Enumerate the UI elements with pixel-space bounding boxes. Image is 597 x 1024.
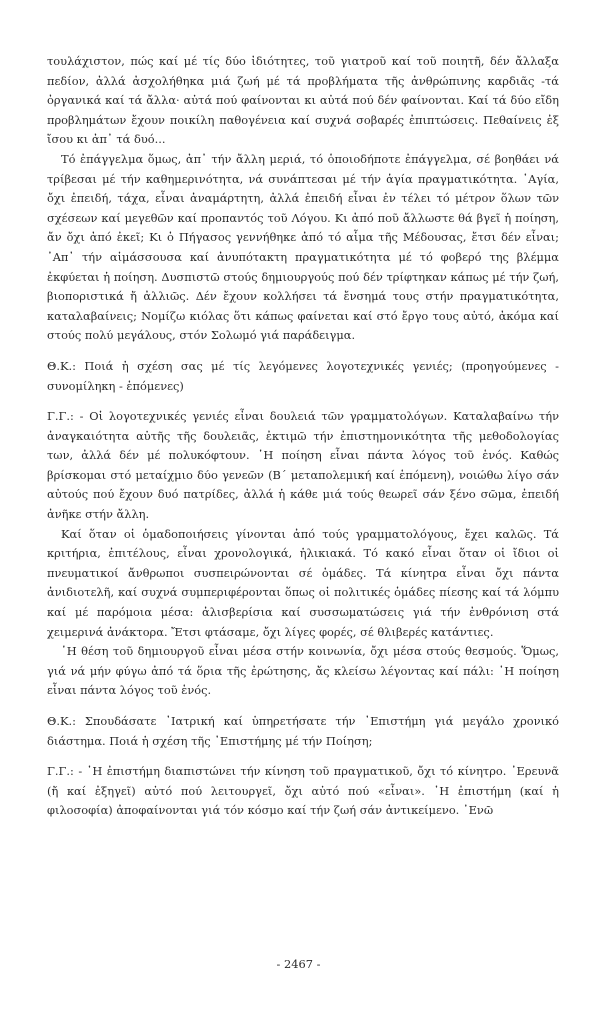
- answer-science-poetry: Γ.Γ.: - ῾Η ἐπιστήμη διαπιστώνει τήν κίνηση τοῦ πραγματικοῦ, ὄχι τό κίνητρο. ᾽Ερευνᾶ (ἤ καί ἐξηγεῖ) αὐτό πού λειτουργεῖ, ὄχι αὐτό πού «εἶναι». ῾Η ἐπιστήμη (καί ἡ φιλοσοφία) ἀποφαίνονται γιά τόν κόσμο καί τήν ζωή σάν ἀντικείμενο. ᾽Ενῶ: [47, 764, 559, 818]
- question-medicine-science: Θ.Κ.: Σπουδάσατε ᾽Ιατρική καί ὑπηρετήσατε τήν ᾽Επιστήμη γιά μεγάλο χρονικό διάστημα. Ποιά ἡ σχέση τῆς ᾽Επιστήμης μέ τήν Ποίηση;: [47, 714, 559, 748]
- paragraph-continuation: τουλάχιστον, πώς καί μέ τίς δύο ἰδιότητες, τοῦ γιατροῦ καί τοῦ ποιητῆ, δέν ἄλλαξα πεδίον, ἀλλά ἀσχολήθηκα μιά ζωή μέ τά προβλήματα τῆς ἀνθρώπινης καρδιᾶς -τά ὀργανικά καί τά ἄλλα· αὐτά πού φαίνονται κι αὐτά πού δέν φαίνονται. Καί τά δύο εἴδη προβλημάτων ἔχουν ποικίλη παθογένεια καί συχνά σοβαρές ἐπιπτώσεις. Πεθαίνεις ἐξ ἴσου κι ἀπ᾽ τά δυό...: [47, 54, 559, 147]
- paragraph-creator-position: ῾Η θέση τοῦ δημιουργοῦ εἶναι μέσα στήν κοινωνία, ὄχι μέσα στούς θεσμούς. Ὅμως, γιά νά μήν φύγω ἀπό τά ὅρια τῆς ἐρώτησης, ἄς κλείσω λέγοντας καί πάλι: ῾Η ποίηση εἶναι πάντα λόγος τοῦ ἑνός.: [47, 644, 559, 698]
- page-number: - 2467 -: [276, 957, 321, 971]
- paragraph-groupings: Καί ὅταν οἱ ὁμαδοποιήσεις γίνονται ἀπό τούς γραμματολόγους, ἔχει καλῶς. Τά κριτήρια, ἐπιτέλους, εἶναι χρονολογικά, ἡλικιακά. Τό κακό εἶναι ὅταν οἱ ἴδιοι οἱ πνευματικοί ἄνθρωποι συσπειρώνονται σέ ὁμάδες. Τά κίνητρα εἶναι ὄχι πάντα ἀνιδιοτελῆ, καί συχνά συμπεριφέρονται ὅπως οἱ πολιτικές ὁμάδες πίεσης καί τά λόμπυ καί μέ παρόμοια μέσα: ἀλισβερίσια καί συσσωματώσεις γιά τήν ἐνθρόνιση στά χειμερινά ἀνάκτορα. Ἔτσι φτάσαμε, ὄχι λίγες φορές, σέ θλιβερές κατάντιες.: [47, 526, 559, 639]
- paragraph-profession: Τό ἐπάγγελμα ὅμως, ἀπ᾽ τήν ἄλλη μεριά, τό ὁποιοδήποτε ἐπάγγελμα, σέ βοηθάει νά τρίβεσαι μέ τήν καθημερινότητα, νά συνάπτεσαι μέ τήν ἁγία πραγματικότητα. ῾Αγία, ὄχι ἐπειδή, τάχα, εἶναι ἀναμάρτητη, ἀλλά ἐπειδή εἶναι ἐν τέλει τό μέτρον ὅλων τῶν σχέσεων καί μεγεθῶν καί προπαντός τοῦ Λόγου. Κι ἀπό ποῦ ἄλλωστε θά βγεῖ ἡ ποίηση, ἄν ὄχι ἀπό ἐκεῖ; Κι ὁ Πήγασος γεννήθηκε ἀπό τό αἷμα τῆς Μέδουσας, ἔτσι δέν εἶναι; ᾽Απ᾽ τήν αἱμάσσουσα καί ἀνυπότακτη πραγματικότητα μέ τό φοβερό της βλέμμα ἐκφύεται ἡ ποίηση. Δυσπιστῶ στούς δημιουργούς πού δέν τρίφτηκαν κάπως μέ τήν ζωή, βιοποριστικά ἤ ἀλλιῶς. Δέν ἔχουν κολλήσει τά ἔνσημά τους στήν πραγματικότητα, καταλαβαίνεις; Νομίζω κιόλας ὅτι κάπως φαίνεται καί στό ἔργο τους αὐτό, ἀκόμα καί στούς πολύ μεγάλους, στόν Σολωμό γιά παράδειγμα.: [47, 151, 559, 343]
- body-text: [47, 52, 559, 821]
- answer-literary-generations: Γ.Γ.: - Οἱ λογοτεχνικές γενιές εἶναι δουλειά τῶν γραμματολόγων. Καταλαβαίνω τήν ἀναγκαιότητα αὐτῆς τῆς δουλειᾶς, ἐκτιμῶ τήν ἐπιστημονικότητα τῆς μεθοδολογίας των, ἀλλά δέν μέ πολυκόφτουν. ῾Η ποίηση εἶναι πάντα λόγος τοῦ ἑνός. Καθώς βρίσκομαι στό μεταίχμιο δύο γενεῶν (Β΄ μεταπολεμική καί ἑπόμενη), νοιώθω λίγο σάν αὐτούς πού ἔχουν δυό πατρίδες, ἀλλά ἡ κάθε μιά τούς θεωρεῖ σάν ξένο σῶμα, ἐπειδή ἀνῆκε στήν ἄλλη.: [47, 409, 559, 522]
- question-literary-generations: Θ.Κ.: Ποιά ἡ σχέση σας μέ τίς λεγόμενες λογοτεχνικές γενιές; (προηγούμενες - συνομίληκη - ἑπόμενες): [47, 358, 559, 393]
